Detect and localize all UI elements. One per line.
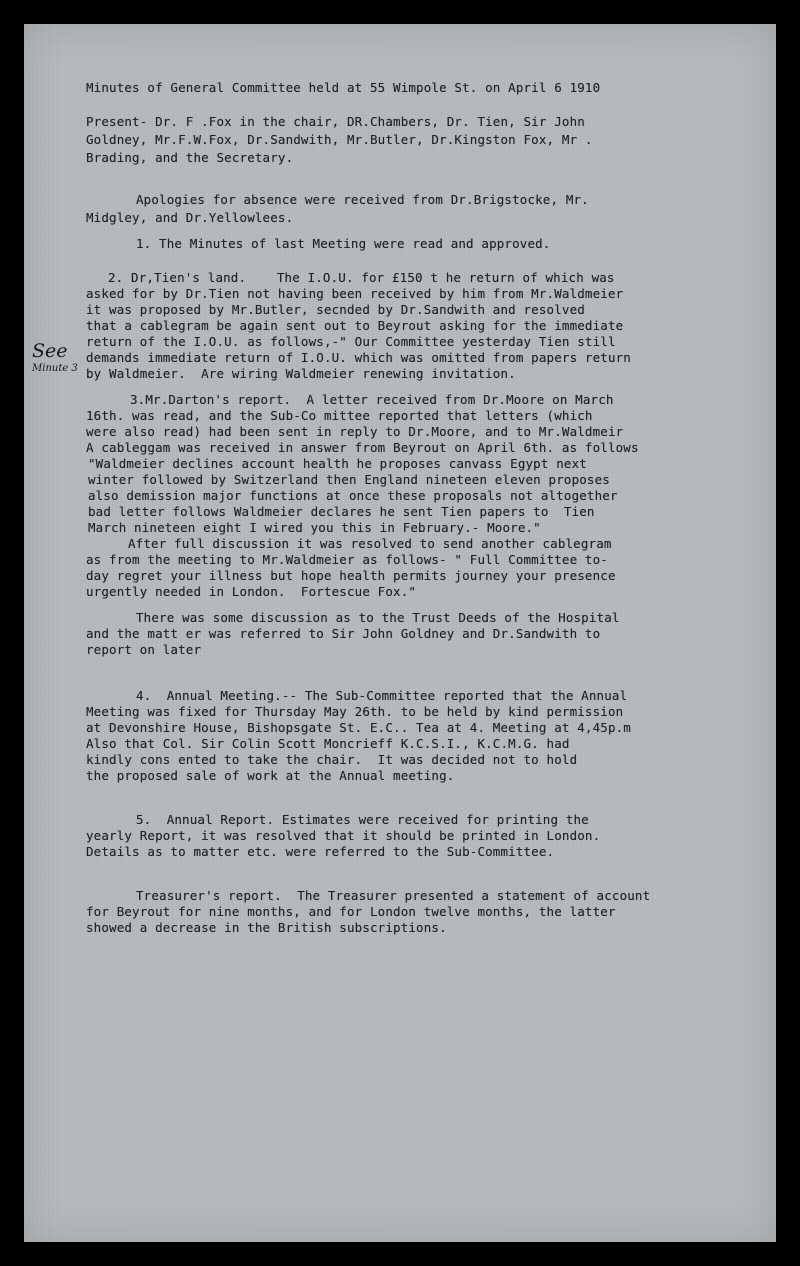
- minute-5-line-3: Details as to matter etc. were referred to the Sub-Committee.: [86, 844, 555, 859]
- present-line-1: Present- Dr. F .Fox in the chair, DR.Chambers, Dr. Tien, Sir John: [86, 114, 585, 129]
- treasurer-line-1: Treasurer's report. The Treasurer presented a statement of account: [136, 888, 651, 903]
- minute-3-line-6: winter followed by Switzerland then England nineteen eleven proposes: [88, 472, 610, 487]
- present-line-2: Goldney, Mr.F.W.Fox, Dr.Sandwith, Mr.Butler, Dr.Kingston Fox, Mr .: [86, 132, 593, 147]
- document-page: [24, 24, 776, 1242]
- page-title: Minutes of General Committee held at 55 Wimpole St. on April 6 1910: [86, 80, 601, 95]
- present-line-3: Brading, and the Secretary.: [86, 150, 294, 165]
- minute-2-line-6: demands immediate return of I.O.U. which was omitted from papers return: [86, 350, 631, 365]
- margin-note-minute: Minute 3: [32, 363, 78, 374]
- minute-2-line-1: 2. Dr,Tien's land. The I.O.U. for £150 t he return of which was: [108, 270, 615, 285]
- minute-2-line-4: that a cablegram be again sent out to Beyrout asking for the immediate: [86, 318, 624, 333]
- minute-4-line-2: Meeting was fixed for Thursday May 26th. to be held by kind permission: [86, 704, 624, 719]
- minute-3-line-8: bad letter follows Waldmeier declares he sent Tien papers to Tien: [88, 504, 595, 519]
- minute-3-line-9: March nineteen eight I wired you this in February.- Moore.": [88, 520, 541, 535]
- minute-3-line-13: urgently needed in London. Fortescue Fox.": [86, 584, 417, 599]
- treasurer-line-2: for Beyrout for nine months, and for London twelve months, the latter: [86, 904, 616, 919]
- minute-5-line-1: 5. Annual Report. Estimates were received for printing the: [136, 812, 589, 827]
- trust-deeds-line-2: and the matt er was referred to Sir John Goldney and Dr.Sandwith to: [86, 626, 601, 641]
- minute-3-line-1: 3.Mr.Darton's report. A letter received from Dr.Moore on March: [130, 392, 614, 407]
- minute-4-line-5: kindly cons ented to take the chair. It was decided not to hold: [86, 752, 578, 767]
- minute-2-line-7: by Waldmeier. Are wiring Waldmeier renewing invitation.: [86, 366, 516, 381]
- minute-2-line-3: it was proposed by Mr.Butler, secnded by Dr.Sandwith and resolved: [86, 302, 585, 317]
- minute-4-line-4: Also that Col. Sir Colin Scott Moncrieff K.C.S.I., K.C.M.G. had: [86, 736, 570, 751]
- minute-5-line-2: yearly Report, it was resolved that it should be printed in London.: [86, 828, 601, 843]
- minute-3-line-10: After full discussion it was resolved to send another cablegram: [128, 536, 612, 551]
- minute-3-line-12: day regret your illness but hope health permits journey your presence: [86, 568, 616, 583]
- minute-3-line-2: 16th. was read, and the Sub-Co mittee reported that letters (which: [86, 408, 593, 423]
- treasurer-line-3: showed a decrease in the British subscriptions.: [86, 920, 447, 935]
- minute-3-line-5: "Waldmeier declines account health he proposes canvass Egypt next: [88, 456, 587, 471]
- minute-2-line-2: asked for by Dr.Tien not having been received by him from Mr.Waldmeier: [86, 286, 624, 301]
- minute-3-line-11: as from the meeting to Mr.Waldmeier as follows- " Full Committee to-: [86, 552, 608, 567]
- minute-2-line-5: return of the I.O.U. as follows,-" Our Committee yesterday Tien still: [86, 334, 616, 349]
- minute-3-line-4: A cableggam was received in answer from Beyrout on April 6th. as follows: [86, 440, 639, 455]
- minute-3-line-7: also demission major functions at once these proposals not altogether: [88, 488, 618, 503]
- minute-1: 1. The Minutes of last Meeting were read and approved.: [136, 236, 551, 251]
- trust-deeds-line-1: There was some discussion as to the Trust Deeds of the Hospital: [136, 610, 620, 625]
- margin-note-see: See: [32, 340, 68, 362]
- minute-4-line-6: the proposed sale of work at the Annual meeting.: [86, 768, 455, 783]
- apologies-line-1: Apologies for absence were received from Dr.Brigstocke, Mr.: [136, 192, 589, 207]
- apologies-line-2: Midgley, and Dr.Yellowlees.: [86, 210, 294, 225]
- trust-deeds-line-3: report on later: [86, 642, 202, 657]
- minute-4-line-3: at Devonshire House, Bishopsgate St. E.C.. Tea at 4. Meeting at 4,45p.m: [86, 720, 631, 735]
- minute-3-line-3: were also read) had been sent in reply to Dr.Moore, and to Mr.Waldmeir: [86, 424, 624, 439]
- minute-4-line-1: 4. Annual Meeting.-- The Sub-Committee reported that the Annual: [136, 688, 628, 703]
